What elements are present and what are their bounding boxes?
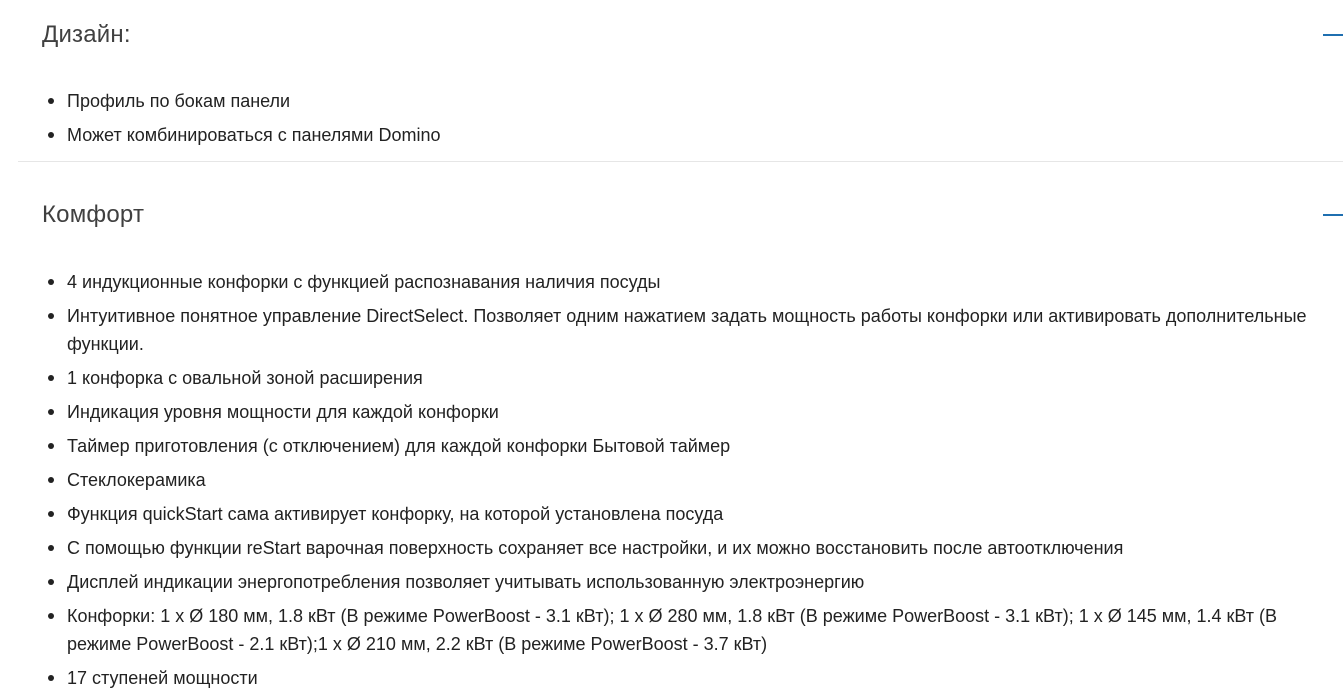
comfort-feature-list bbox=[42, 268, 1333, 695]
section-header-comfort[interactable] bbox=[42, 198, 1343, 238]
minus-icon[interactable] bbox=[1323, 214, 1343, 216]
section-title-design: Дизайн: bbox=[42, 21, 131, 48]
list-item: Дисплей индикации энергопотребления позволяет учитывать использованную электроэнергию bbox=[67, 568, 1333, 596]
list-item: 4 индукционные конфорки с функцией распознавания наличия посуды bbox=[67, 268, 1333, 296]
list-item: Конфорки: 1 x Ø 180 мм, 1.8 кВт (В режиме PowerBoost - 3.1 кВт); 1 x Ø 280 мм, 1.8 кВт (В режиме PowerBoost - 3.1 кВт); 1 x Ø 145 мм, 1.4 кВт (В режиме PowerBoost - 2.1 кВт);1 x Ø 210 мм, 2.2 кВт (В режиме PowerBoost - 3.7 кВт) bbox=[67, 602, 1333, 658]
minus-icon[interactable] bbox=[1323, 34, 1343, 36]
list-item: 17 ступеней мощности bbox=[67, 664, 1333, 692]
list-item: Таймер приготовления (с отключением) для каждой конфорки Бытовой таймер bbox=[67, 432, 1333, 460]
list-item: Стеклокерамика bbox=[67, 466, 1333, 494]
section-header-design[interactable] bbox=[42, 18, 1343, 58]
list-item: Функция quickStart сама активирует конфорку, на которой установлена посуда bbox=[67, 500, 1333, 528]
list-item: Профиль по бокам панели bbox=[67, 87, 1333, 115]
section-divider bbox=[18, 161, 1343, 162]
list-item: 1 конфорка с овальной зоной расширения bbox=[67, 364, 1333, 392]
list-item: С помощью функции reStart варочная поверхность сохраняет все настройки, и их можно восстановить после автоотключения bbox=[67, 534, 1333, 562]
design-feature-list bbox=[42, 87, 1333, 155]
list-item: Может комбинироваться с панелями Domino bbox=[67, 121, 1333, 149]
list-item: Индикация уровня мощности для каждой конфорки bbox=[67, 398, 1333, 426]
section-title-comfort: Комфорт bbox=[42, 201, 145, 228]
list-item: Интуитивное понятное управление DirectSelect. Позволяет одним нажатием задать мощность работы конфорки или активировать дополнительные функции. bbox=[67, 302, 1333, 358]
